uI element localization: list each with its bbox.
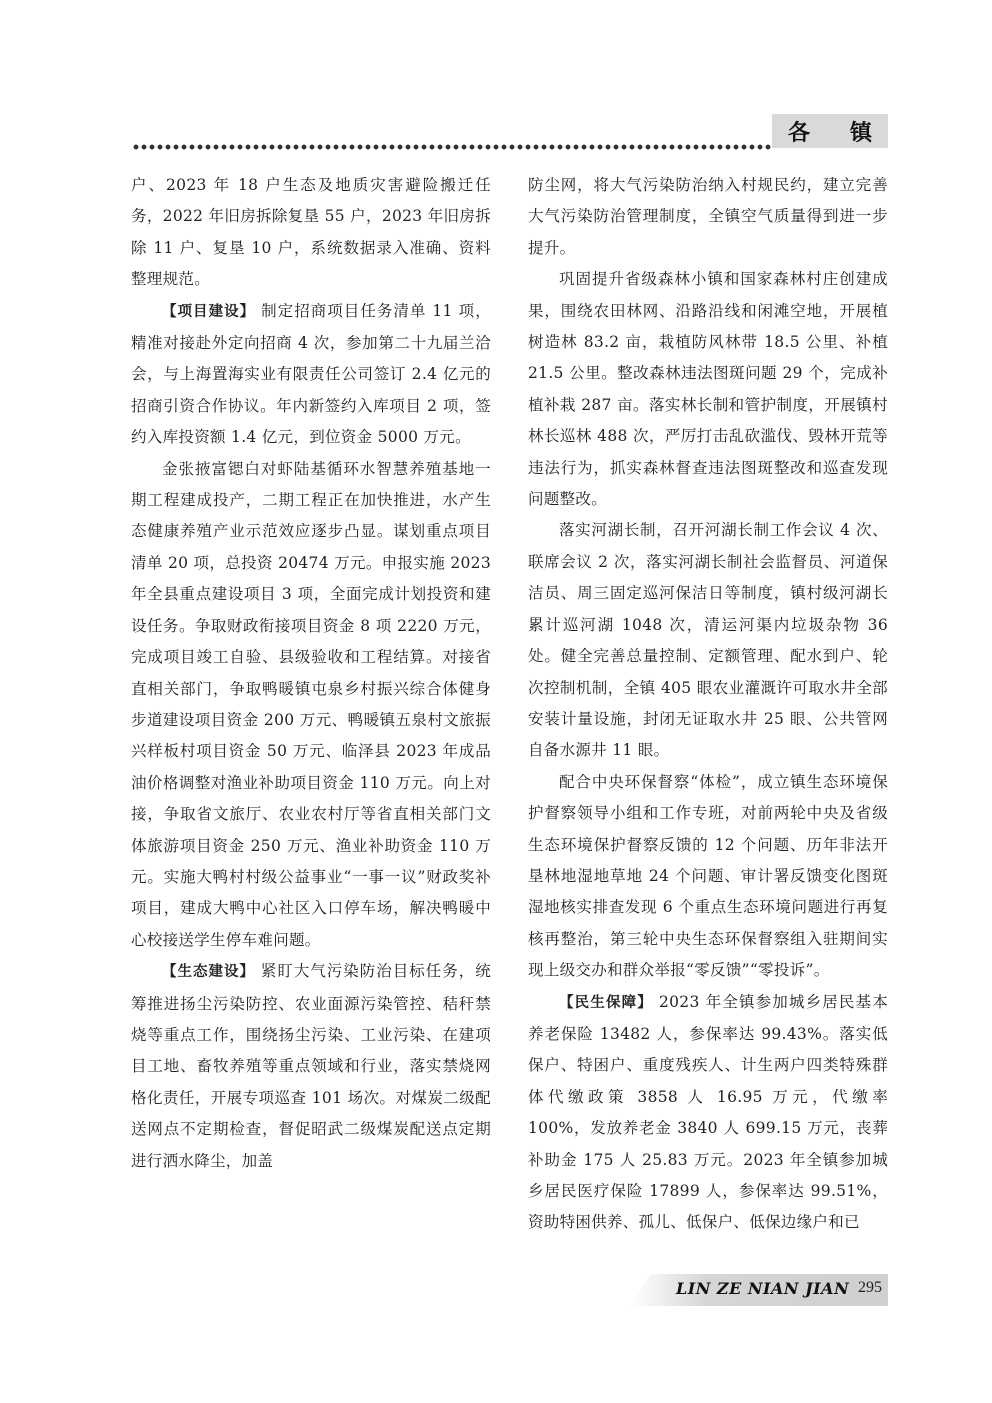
section-tag: 【项目建设】: [162, 303, 256, 320]
section-char-1: 各: [788, 120, 811, 146]
paragraph: 落实河湖长制，召开河湖长制工作会议 4 次、联席会议 2 次，落实河湖长制社会监督员、河道保洁员、周三固定巡河保洁日等制度，镇村级河湖长累计巡河湖 1048 次，清运河渠内垃圾杂物 36 处。健全完善总量控制、定额管理、配水到户、轮次控制机制，全镇 405 眼农业灌溉许可取水井全部安装计量设施，封闭无证取水井 25 眼、公共管网自备水源井 11 眼。: [528, 521, 888, 760]
left-column: [131, 170, 491, 1177]
paragraph-text: 紧盯大气污染防治目标任务，统筹推进扬尘污染防控、农业面源污染管控、秸秆禁烧等重点工作，围绕扬尘污染、工业污染、在建项目工地、畜牧养殖等重点领域和行业，落实禁烧网格化责任，开展专项巡查 101 场次。对煤炭二级配送网点不定期检查，督促昭武二级煤炭配送点定期进行洒水降尘，加盖: [131, 962, 491, 1170]
paragraph: 金张掖富锶白对虾陆基循环水智慧养殖基地一期工程建成投产，二期工程正在加快推进，水产生态健康养殖产业示范效应逐步凸显。谋划重点项目清单 20 项，总投资 20474 万元。申报实施 2023 年全县重点建设项目 3 项，全面完成计划投资和建设任务。争取财政衔接项目资金 8 项 2220 万元，完成项目竣工自验、县级验收和工程结算。对接省直相关部门，争取鸭暖镇屯泉乡村振兴综合体健身步道建设项目资金 200 万元、鸭暖镇五泉村文旅振兴样板村项目资金 50 万元、临泽县 2023 年成品油价格调整对渔业补助项目资金 110 万元。向上对接，争取省文旅厅、农业农村厅等省直相关部门文体旅游项目资金 250 万元、渔业补助资金 110 万元。实施大鸭村村级公益事业“一事一议”财政奖补项目，建成大鸭中心社区入口停车场，解决鸭暖中心校接送学生停车难问题。: [131, 459, 491, 949]
section-header-tab: [772, 114, 888, 148]
paragraph: 户、2023 年 18 户生态及地质灾害避险搬迁任务，2022 年旧房拆除复垦 55 户，2023 年旧房拆除 11 户、复垦 10 户，系统数据录入准确、资料整理规范。: [131, 176, 491, 289]
paragraph-project-construction: [131, 296, 491, 454]
paragraph: 巩固提升省级森林小镇和国家森林村庄创建成果，围绕农田林网、沿路沿线和闲滩空地，开展植树造林 83.2 亩，栽植防风林带 18.5 公里、补植 21.5 公里。整改森林违法图斑问题 29 个，完成补植补栽 287 亩。落实林长制和管护制度，开展镇村林长巡林 488 次，严厉打击乱砍滥伐、毁林开荒等违法行为，抓实森林督查违法图斑整改和巡查发现问题整改。: [528, 270, 888, 509]
section-tag: 【民生保障】: [559, 994, 653, 1011]
section-char-2: 镇: [849, 120, 872, 146]
paragraph-livelihood: [528, 987, 888, 1239]
footer-brand: LIN ZE NIAN JIAN: [676, 1279, 850, 1298]
paragraph-ecological-construction: [131, 956, 491, 1177]
section-tag: 【生态建设】: [162, 964, 255, 981]
paragraph: 防尘网，将大气污染防治纳入村规民约，建立完善大气污染防治管理制度，全镇空气质量得到进一步提升。: [528, 176, 888, 257]
paragraph-text: 制定招商项目任务清单 11 项，精准对接赴外定向招商 4 次，参加第二十九届兰洽会，与上海置海实业有限责任公司签订 2.4 亿元的招商引资合作协议。年内新签约入库项目 2 项，签约入库投资额 1.4 亿元，到位资金 5000 万元。: [131, 301, 491, 447]
header-dotted-rule: [132, 143, 772, 151]
page-number: 295: [858, 1279, 882, 1296]
paragraph-text: 2023 年全镇参加城乡居民基本养老保险 13482 人，参保率达 99.43%。落实低保户、特困户、重度残疾人、计生两户四类特殊群体代缴政策 3858 人 16.95 万元，代缴率 100%，发放养老金 3840 人 699.15 万元，丧葬补助金 175 人 25.83 万元。2023 年全镇参加城乡居民医疗保险 17899 人，参保率达 99.51%，资助特困供养、孤儿、低保户、低保边缘户和已: [528, 992, 888, 1232]
paragraph: 配合中央环保督察“体检”，成立镇生态环境保护督察领导小组和工作专班，对前两轮中央及省级生态环境保护督察反馈的 12 个问题、历年非法开垦林地湿地草地 24 个问题、审计署反馈变化图斑湿地核实排查发现 6 个重点生态环境问题进行再复核再整治，第三轮中央生态环保督察组入驻期间实现上级交办和群众举报“零反馈”“零投诉”。: [528, 772, 888, 980]
right-column: [528, 170, 888, 1239]
